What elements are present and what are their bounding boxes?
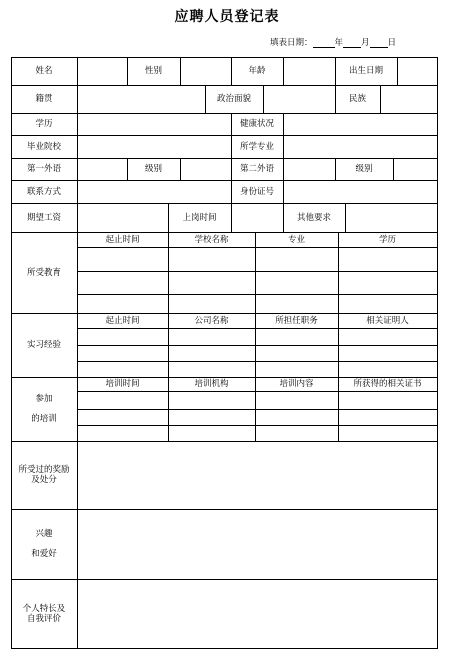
education-history-cell[interactable]: [256, 295, 338, 313]
education-history-header: 专业: [287, 234, 305, 245]
awards-label: 所受过的奖励及处分: [18, 465, 70, 485]
birth-date-field[interactable]: [398, 58, 437, 85]
training-label-line: 参加: [35, 394, 53, 404]
training-cell[interactable]: [169, 426, 255, 441]
internship-cell[interactable]: [169, 346, 255, 361]
training-cell[interactable]: [256, 392, 338, 409]
internship-cell[interactable]: [256, 346, 338, 361]
contact-label: 联系方式: [26, 186, 61, 197]
first-language-label: 第一外语: [26, 164, 61, 174]
form-border-bottom: [11, 648, 438, 649]
training-cell[interactable]: [339, 426, 437, 441]
month-label: 月: [361, 38, 370, 48]
internship-header: 所担任职务: [275, 315, 318, 326]
education-history-cell[interactable]: [78, 295, 168, 313]
first-language-level-field[interactable]: [181, 159, 231, 180]
id-number-label: 身份证号: [239, 186, 274, 197]
training-header: 培训时间: [105, 379, 140, 389]
hobbies-field[interactable]: [78, 510, 437, 579]
training-cell[interactable]: [256, 426, 338, 441]
id-number-field[interactable]: [284, 181, 437, 203]
education-history-cell[interactable]: [78, 272, 168, 294]
fill-date-label: 填表日期：: [270, 38, 313, 48]
hobbies-label-line: 和爱好: [31, 549, 57, 559]
major-label: 所学专业: [239, 141, 274, 152]
self-evaluation-label: 个人特长及自我评价: [22, 603, 66, 624]
training-header: 培训机构: [194, 379, 229, 389]
education-label: 学历: [35, 119, 53, 129]
education-history-cell[interactable]: [169, 272, 255, 294]
training-cell[interactable]: [339, 392, 437, 409]
internship-label: 实习经验: [26, 340, 61, 350]
political-status-field[interactable]: [264, 86, 335, 113]
training-header: 所获得的相关证书: [353, 379, 422, 389]
age-label: 年龄: [248, 66, 266, 76]
education-history-cell[interactable]: [169, 248, 255, 271]
start-date-field[interactable]: [232, 204, 283, 232]
name-label: 姓名: [35, 66, 53, 76]
school-field[interactable]: [78, 136, 231, 158]
first-language-level-label: 级别: [144, 164, 162, 174]
second-language-level-label: 级别: [355, 164, 373, 174]
training-cell[interactable]: [256, 410, 338, 425]
awards-field[interactable]: [78, 442, 437, 509]
internship-cell[interactable]: [78, 346, 168, 361]
internship-cell[interactable]: [169, 329, 255, 345]
major-field[interactable]: [284, 136, 437, 158]
internship-header: 公司名称: [194, 315, 229, 326]
hometown-label: 籍贯: [35, 94, 53, 104]
education-history-cell[interactable]: [78, 248, 168, 271]
training-cell[interactable]: [78, 392, 168, 409]
education-history-cell[interactable]: [339, 272, 437, 294]
training-cell[interactable]: [78, 410, 168, 425]
internship-cell[interactable]: [339, 362, 437, 377]
education-field[interactable]: [78, 114, 231, 135]
contact-field[interactable]: [78, 181, 231, 203]
ethnicity-label: 民族: [348, 94, 366, 104]
training-cell[interactable]: [169, 392, 255, 409]
training-label-line: 的培训: [31, 414, 57, 424]
age-field[interactable]: [284, 58, 335, 85]
internship-cell[interactable]: [339, 346, 437, 361]
training-cell[interactable]: [78, 426, 168, 441]
health-field[interactable]: [284, 114, 437, 135]
hobbies-label-line: 兴趣: [35, 529, 53, 539]
year-label: 年: [334, 38, 344, 48]
internship-cell[interactable]: [339, 329, 437, 345]
training-header: 培训内容: [279, 379, 314, 389]
self-evaluation-field[interactable]: [78, 580, 437, 648]
political-status-label: 政治面貌: [216, 94, 251, 104]
education-history-header: 起止时间: [105, 234, 140, 245]
day-label: 日: [387, 38, 397, 48]
ethnicity-field[interactable]: [381, 86, 437, 113]
other-requirements-field[interactable]: [346, 204, 437, 232]
internship-header: 相关证明人: [366, 315, 409, 326]
training-cell[interactable]: [339, 410, 437, 425]
hometown-field[interactable]: [78, 86, 205, 113]
gender-field[interactable]: [181, 58, 231, 85]
form-title: 应聘人员登记表: [174, 9, 280, 25]
salary-label: 期望工资: [26, 212, 61, 223]
form-border-right: [437, 57, 438, 648]
health-label: 健康状况: [239, 119, 274, 129]
education-history-cell[interactable]: [256, 272, 338, 294]
second-language-field[interactable]: [284, 159, 335, 180]
education-history-header: 学校名称: [194, 234, 229, 245]
salary-field[interactable]: [78, 204, 168, 232]
other-requirements-label: 其他要求: [296, 212, 331, 223]
education-history-cell[interactable]: [339, 248, 437, 271]
training-label: [11, 377, 77, 441]
second-language-level-field[interactable]: [394, 159, 437, 180]
internship-cell[interactable]: [78, 329, 168, 345]
internship-header: 起止时间: [105, 315, 140, 326]
education-history-cell[interactable]: [256, 248, 338, 271]
school-label: 毕业院校: [26, 141, 61, 152]
name-field[interactable]: [78, 58, 127, 85]
internship-cell[interactable]: [256, 329, 338, 345]
hobbies-label: [11, 509, 77, 579]
second-language-label: 第二外语: [239, 164, 274, 174]
internship-cell[interactable]: [78, 362, 168, 377]
training-cell[interactable]: [169, 410, 255, 425]
start-date-label: 上岗时间: [182, 212, 217, 223]
gender-label: 性别: [144, 66, 162, 76]
internship-cell[interactable]: [169, 362, 255, 377]
education-history-label: 所受教育: [26, 267, 61, 278]
birth-date-label: 出生日期: [348, 66, 383, 76]
internship-cell[interactable]: [256, 362, 338, 377]
first-language-field[interactable]: [78, 159, 127, 180]
education-history-cell[interactable]: [169, 295, 255, 313]
education-history-header: 学历: [378, 234, 396, 245]
education-history-cell[interactable]: [339, 295, 437, 313]
